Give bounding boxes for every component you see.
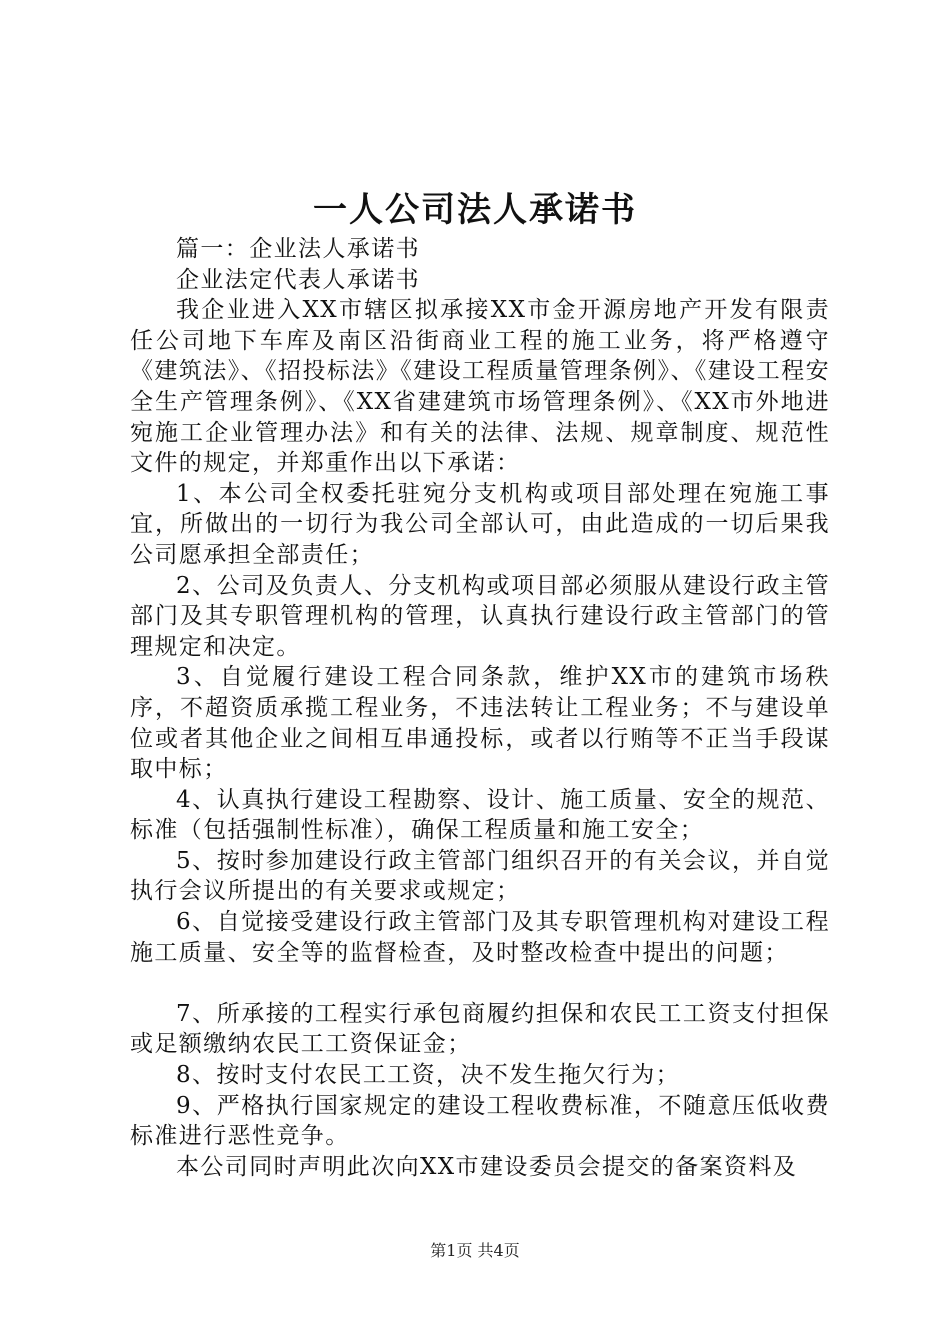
subsection-heading: 企业法定代表人承诺书	[176, 266, 420, 293]
commitment-item-3: 3、自觉履行建设工程合同条款，维护XX市的建筑市场秩序，不超资质承揽工程业务，不违法转让工程业务；不与建设单位或者其他企业之间相互串通投标，或者以行贿等不正当手段谋取中标；	[130, 664, 830, 783]
paragraph-spacer	[130, 968, 830, 999]
document-title: 一人公司法人承诺书	[313, 190, 637, 230]
page-number-footer: 第1页 共4页	[430, 1241, 520, 1260]
commitment-item-5: 5、按时参加建设行政主管部门组织召开的有关会议，并自觉执行会议所提出的有关要求或规定；	[130, 847, 830, 905]
section-heading: 篇一：企业法人承诺书	[176, 236, 420, 262]
commitment-item-1: 1、本公司全权委托驻宛分支机构或项目部处理在宛施工事宜，所做出的一切行为我公司全部认可，由此造成的一切后果我公司愿承担全部责任；	[130, 480, 830, 568]
declaration-paragraph: 本公司同时声明此次向XX市建设委员会提交的备案资料及	[176, 1153, 798, 1180]
commitment-item-6: 6、自觉接受建设行政主管部门及其专职管理机构对建设工程施工质量、安全等的监督检查，及时整改检查中提出的问题；	[130, 909, 830, 966]
commitment-item-8: 8、按时支付农民工工资，决不发生拖欠行为；	[176, 1062, 681, 1089]
intro-paragraph: 我企业进入XX市辖区拟承接XX市金开源房地产开发有限责任公司地下车库及南区沿街商业工程的施工业务，将严格遵守《建筑法》、《招投标法》《建设工程质量管理条例》、《建设工程安全生产管理条例》、《XX省建建筑市场管理条例》、《XX市外地进宛施工企业管理办法》和有关的法律、法规、规章制度、规范性文件的规定，并郑重作出以下承诺：	[130, 297, 830, 477]
commitment-item-7: 7、所承接的工程实行承包商履约担保和农民工工资支付担保或足额缴纳农民工工资保证金；	[130, 1000, 830, 1058]
commitment-item-2: 2、公司及负责人、分支机构或项目部必须服从建设行政主管部门及其专职管理机构的管理，认真执行建设行政主管部门的管理规定和决定。	[130, 572, 830, 660]
commitment-item-4: 4、认真执行建设工程勘察、设计、施工质量、安全的规范、标准（包括强制性标准），确保工程质量和施工安全；	[130, 786, 830, 844]
commitment-item-9: 9、严格执行国家规定的建设工程收费标准，不随意压低收费标准进行恶性竞争。	[130, 1092, 830, 1150]
document-body	[130, 234, 830, 1182]
